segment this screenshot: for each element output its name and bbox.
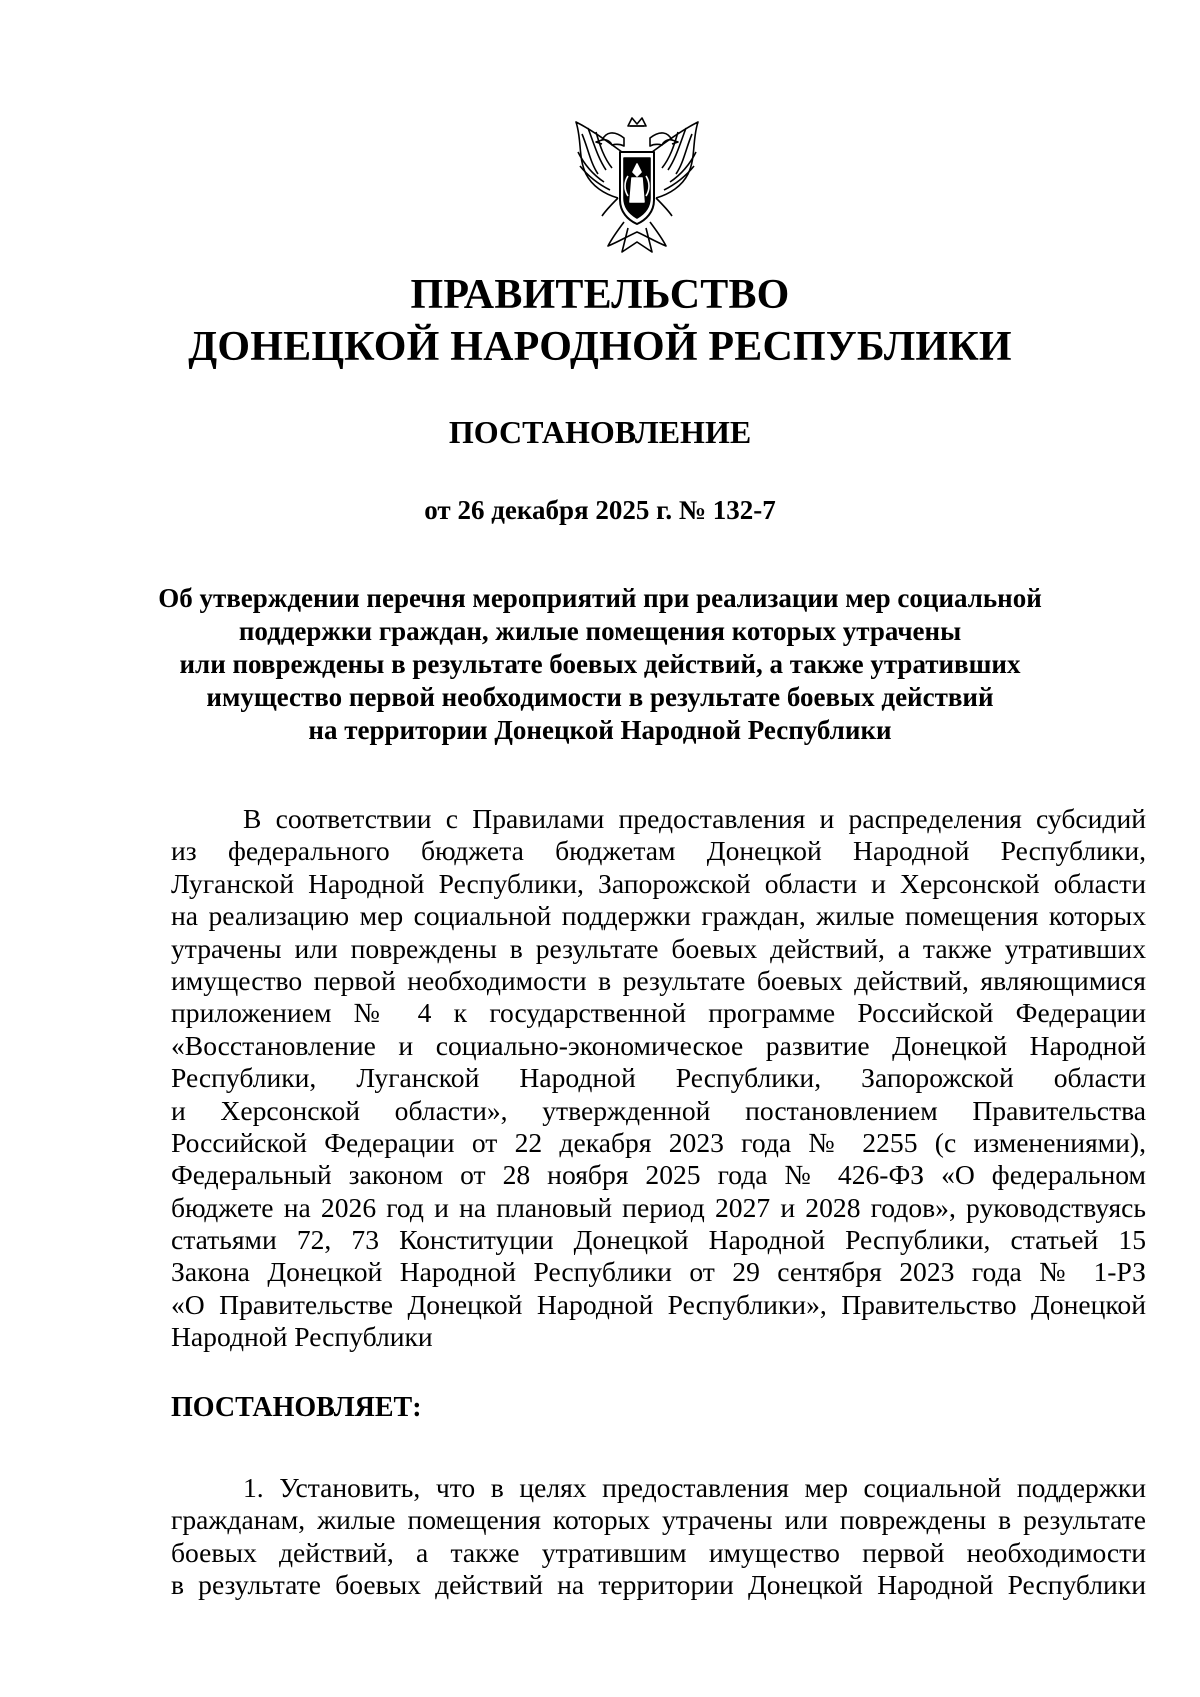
dpr-coat-of-arms-icon [562,112,712,262]
paragraph-line: утрачены или повреждены в результате боевых действий, а также утративших [171,932,1146,964]
government-title-line2: ДОНЕЦКОЙ НАРОДНОЙ РЕСПУБЛИКИ [188,324,1012,370]
paragraph-line: статьями 72, 73 Конституции Донецкой Народной Республики, статьей 15 [171,1224,1146,1256]
paragraph-line: из федерального бюджета бюджетам Донецкой Народной Республики, [171,835,1146,867]
paragraph-line: Закона Донецкой Народной Республики от 29 сентября 2023 года № 1-РЗ [171,1256,1146,1288]
paragraph-line: Российской Федерации от 22 декабря 2023 года № 2255 (с изменениями), [171,1126,1146,1158]
document-type: ПОСТАНОВЛЕНИЕ [448,414,752,450]
paragraph-line: Луганской Народной Республики, Запорожской области и Херсонской области [171,867,1146,899]
paragraph-line: гражданам, жилые помещения которых утрачены или повреждены в результате [171,1504,1146,1536]
subject-line: или повреждены в результате боевых действий, а также утративших [179,649,1021,679]
paragraph-line: «О Правительстве Донецкой Народной Республики», Правительство Донецкой [171,1288,1146,1320]
paragraph-line: приложением № 4 к государственной программе Российской Федерации [171,997,1146,1029]
paragraph-line: Федеральный законом от 28 ноября 2025 года № 426-ФЗ «О федеральном [171,1159,1146,1191]
paragraph-line: и Херсонской области», утвержденной постановлением Правительства [171,1094,1146,1126]
paragraph-line: на реализацию мер социальной поддержки граждан, жилые помещения которых [171,900,1146,932]
paragraph-line: 1. Установить, что в целях предоставления мер социальной поддержки [243,1472,1146,1503]
preamble-paragraph [171,803,1146,1354]
paragraph-line: В соответствии с Правилами предоставления и распределения субсидий [243,803,1146,834]
government-title-line1: ПРАВИТЕЛЬСТВО [410,272,790,318]
paragraph-line: имущество первой необходимости в результате боевых действий, являющимися [171,964,1146,996]
paragraph-line: «Восстановление и социально-экономическое развитие Донецкой Народной [171,1029,1146,1061]
subject-line: Об утверждении перечня мероприятий при реализации мер социальной [158,583,1042,613]
paragraph-line: в результате боевых действий на территории Донецкой Народной Республики [171,1569,1146,1601]
paragraph-line: Республики, Луганской Народной Республики, Запорожской области [171,1062,1146,1094]
subject-line: поддержки граждан, жилые помещения которых утрачены [238,616,962,646]
document-date-number: от 26 декабря 2025 г. № 132-7 [424,495,776,525]
subject-line: на территории Донецкой Народной Республики [308,715,892,745]
paragraph-line: бюджете на 2026 год и на плановый период 2027 и 2028 годов», руководствуясь [171,1191,1146,1223]
paragraph-line: Народной Республики [171,1321,433,1353]
clause-1-paragraph [171,1472,1146,1602]
subject-line: имущество первой необходимости в результате боевых действий [206,682,994,712]
paragraph-line: боевых действий, а также утратившим имущество первой необходимости [171,1536,1146,1568]
document-subject [120,582,1080,747]
decree-label: ПОСТАНОВЛЯЕТ: [171,1392,422,1423]
